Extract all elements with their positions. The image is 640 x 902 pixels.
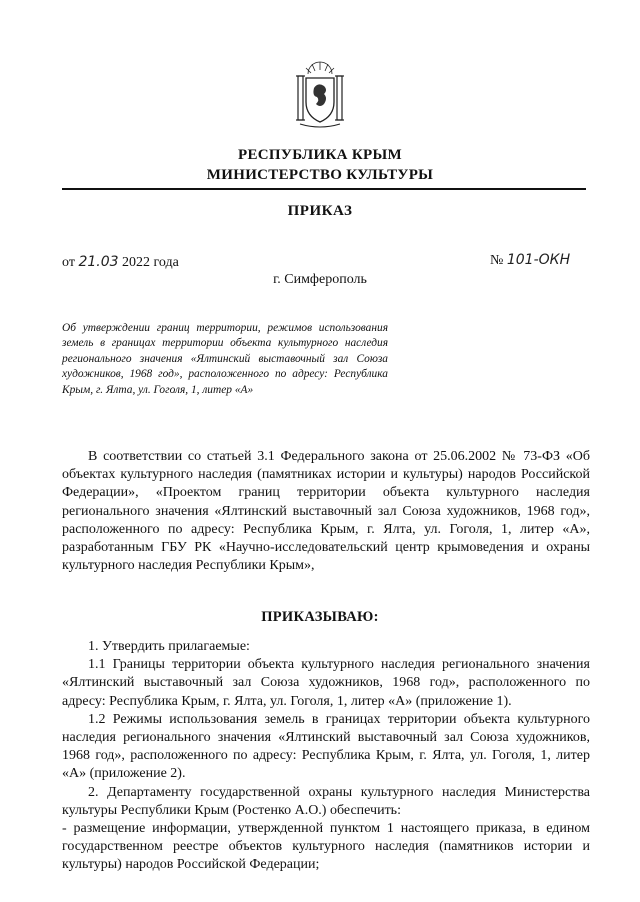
- order-subject: Об утверждении границ территории, режимов использования земель в границах территории объекта культурного наследия регионального значения «Ялтинский выставочный зал Союза художников, 1968 год», расположенного по адресу: Республика Крым, г. Ялта, ул. Гоголя, 1, литер «А»: [62, 322, 388, 396]
- republic-header: РЕСПУБЛИКА КРЫМ: [238, 147, 402, 163]
- order-items: [62, 638, 590, 875]
- order-heading: ПРИКАЗЫВАЮ:: [261, 609, 379, 625]
- order-item: 2. Департаменту государственной охраны культурного наследия Министерства культуры Республики Крым (Ростенко А.О.) обеспечить:: [62, 784, 590, 818]
- crimea-coat-of-arms-icon: [290, 60, 350, 130]
- date-suffix: 2022 года: [122, 255, 179, 270]
- document-number: [490, 252, 570, 269]
- ministry-header: МИНИСТЕРСТВО КУЛЬТУРЫ: [206, 167, 434, 183]
- document-title: ПРИКАЗ: [287, 203, 353, 219]
- preamble-paragraph: В соответствии со статьей 3.1 Федерального закона от 25.06.2002 № 73-ФЗ «Об объектах культурного наследия (памятниках истории и культуры) народов Российской Федерации», «Проектом границ территории объекта культурного наследия регионального значения «Ялтинский выставочный зал Союза художников, 1968 год», расположенного по адресу: Республика Крым, г. Ялта, ул. Гоголя, 1, литер «А», разработанным ГБУ РК «Научно-исследовательский центр крымоведения и охраны культурного наследия Республики Крым»,: [62, 449, 590, 574]
- number-handwritten: 101-ОКН: [506, 252, 571, 268]
- date-line: [62, 254, 179, 271]
- order-item: 1.2 Режимы использования земель в границах территории объекта культурного наследия регионального значения «Ялтинский выставочный зал Союза художников, 1968 год», расположенного по адресу: Республика Крым, г. Ялта, ул. Гоголя, 1, литер «А» (приложение 2).: [62, 711, 590, 782]
- order-item: 1.1 Границы территории объекта культурного наследия регионального значения «Ялтинский выставочный зал Союза художников, 1968 год», расположенного по адресу: Республика Крым, г. Ялта, ул. Гоголя, 1, литер «А» (приложение 1).: [62, 657, 590, 709]
- order-item: 1. Утвердить прилагаемые:: [88, 639, 250, 654]
- order-item: - размещение информации, утвержденной пунктом 1 настоящего приказа, в едином государственном реестре объектов культурного наследия (памятников истории и культуры) народов Российской Федерации;: [62, 821, 590, 873]
- number-prefix: №: [490, 253, 504, 268]
- city: г. Симферополь: [273, 272, 367, 287]
- date-prefix: от: [62, 255, 75, 270]
- header-divider: [62, 188, 586, 190]
- date-handwritten: 21.03: [78, 254, 119, 270]
